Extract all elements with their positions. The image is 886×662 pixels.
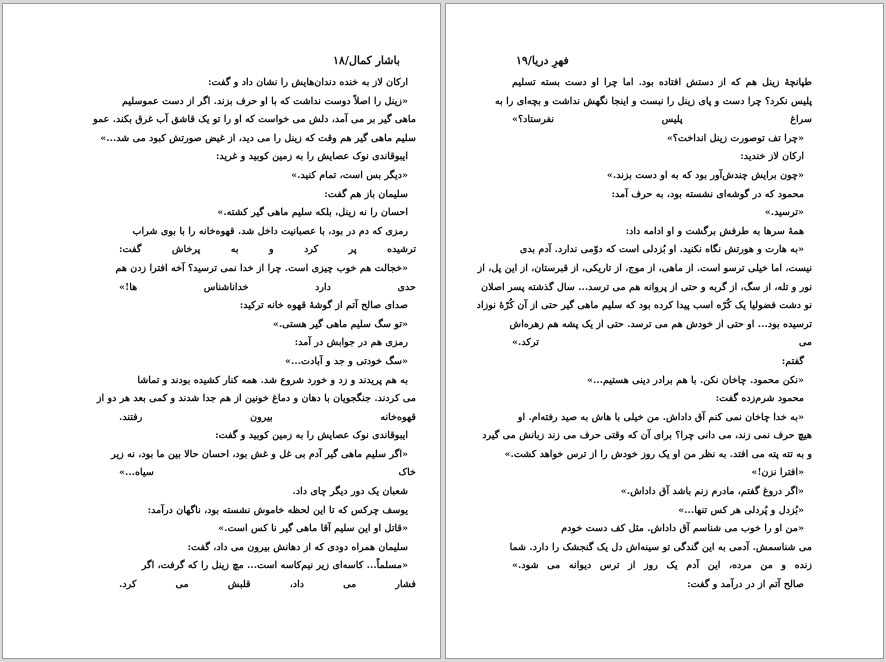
text-line: سراغ پلیس نفرستاد؟» [512, 114, 812, 126]
text-line: «ترسید.» [764, 207, 804, 219]
text-line: احسان را نه زینل، بلکه سلیم ماهی گیر کشته.» [217, 207, 408, 219]
right-page-header: فهرِ دریا/۱۹ [516, 54, 569, 67]
text-line: حدی دارد خداناشناس ها!» [119, 281, 416, 293]
right-page [445, 3, 884, 659]
text-line: «من او را خوب می شناسم آق داداش. مثل کف دست خودم [561, 523, 804, 535]
text-line: «خجالت هم خوب چیزی است. چرا از خدا نمی ترسید؟ آخه افترا زدن هم [115, 262, 408, 274]
text-line: ترسیده بود... او حتی از خودش هم می ترسد. حتی از یک پشه هم زهره‌اش [509, 318, 812, 330]
text-line: و به تته پته می افتد. به نظر من او یک روز خودش را از ترس خواهد کشت.» [504, 448, 812, 460]
text-line: نیست، اما خیلی ترسو است. از ماهی، از موج، از تاریکی، از قبرستان، از این پل، از [477, 262, 812, 274]
text-line: «به خدا چاخان نمی کنم آق داداش. من خیلی با هاش به صید رفته‌ام. او [517, 411, 804, 423]
text-line: رمزی که دم در بود، با عصبانیت داخل شد. قهوه‌خانه را با بوی شراب [132, 225, 408, 237]
text-line: «اگر سلیم ماهی گیر آدم بی غل و غش بود، احسان حالا بین ما بود، نه زیر [111, 448, 408, 460]
text-line: ایبوقاندی نوک عصایش را به زمین کوبید و گفت: [215, 430, 408, 442]
text-line: سلیم ماهی گیر هم وقت که زینل را می دید، از غیض صورتش کبود می شد...» [100, 132, 416, 144]
text-line: طپانچهٔ زینل هم که از دستش افتاده بود. اما چرا او دست بسته تسلیم [512, 77, 812, 88]
text-line: پلیس نکرد؟ چرا دست و پای زینل را نبست و اینجا نگهش نداشت و بچه‌ای را به [494, 95, 812, 107]
text-line: «قاتل او این سلیم آقا ماهی گیر نا کس است.» [218, 523, 408, 535]
text-line: ایبوقاندی نوک عصایش را به زمین کوبید و غرید: [215, 151, 408, 163]
text-line: زنده و من مرده، این آدم یک روز از ترس دیوانه می شود.» [512, 560, 812, 572]
text-line: «بُزدل و پُردلی هر کس تنها...» [678, 504, 804, 516]
text-line: یوسف چرکس که تا این لحظه خاموش نشسته بود، ناگهان درآمد: [147, 504, 408, 516]
text-line: محمود شرم‌زده گفت: [715, 393, 804, 405]
left-page-body [93, 74, 416, 595]
text-line: می شناسمش. آدمی به این گندگی تو سینه‌اش دل یک گنجشک را دارد. شما [509, 541, 812, 553]
text-line: ترشیده پر کرد و به پرخاش گفت: [119, 244, 416, 256]
text-line: سلیمان همراه دودی که از دهانش بیرون می داد، گفت: [187, 541, 408, 553]
text-line: به هم پریدند و زد و خورد شروع شد. همه کنار کشیده بودند و تماشا [137, 374, 408, 386]
text-line: «زینل را اصلاً دوست نداشت که با او حرف بزند. اگر از دست عموسلیم [122, 95, 408, 107]
text-line: خاک سیاه...» [119, 467, 416, 479]
text-line: رمزی هم در جوابش در آمد: [294, 337, 408, 349]
text-line: نو دشت فضولیا یک کُرّه اسب پیدا کرده بود که سلیم ماهی گیر حتی از آن کُرّهٔ نوزاد [476, 300, 812, 312]
text-line: شعبان یک دور دیگر چای داد. [292, 486, 408, 498]
text-line: «تو سگ سلیم ماهی گیر هستی.» [272, 318, 408, 330]
text-line: می کردند. جنگجویان با دهان و دماغ خونین از هم جدا شدند و کمی بعد هر دو از [96, 393, 416, 405]
text-line: «دیگر بس است، تمام کنید.» [291, 169, 408, 181]
text-line: قهوه‌خانه بیرون رفتند. [119, 411, 416, 423]
right-page-body [476, 74, 812, 595]
text-line: ارکان لاز به خنده دندان‌هایش را نشان داد و گفت: [208, 77, 408, 88]
text-line: «مسلماً... کاسه‌ای زیر نیم‌کاسه است... مچ زینل را که گرفت، اگر [141, 560, 408, 572]
text-line: نور و تله، از سگ، از گربه و حتی از پروانه هم می ترسد... سال گذشته پسر اصلان [481, 281, 812, 293]
text-line: «چرا تف توصورت زینل انداخت؟» [666, 132, 804, 144]
text-line: «اگر دروغ گفتم، مادرم زنم باشد آق داداش.» [620, 486, 804, 498]
text-line: صدای صالح آتم از گوشهٔ قهوه خانه ترکید: [239, 300, 408, 312]
text-line: «نکن محمود. چاخان نکن. با هم برادر دینی هستیم...» [586, 374, 804, 386]
text-line: «به هارت و هورتش نگاه نکنید. او بُزدلی است که دوّمی ندارد. آدم بدی [519, 244, 804, 256]
text-line: سلیمان باز هم گفت: [324, 188, 408, 200]
text-line: صالح آتم از در درآمد و گفت: [687, 579, 804, 591]
text-line: فشار می داد، قلبش می کرد. [119, 579, 416, 591]
text-line: می ترکد.» [512, 337, 812, 349]
text-line: «سگ خودتی و جد و آبادت...» [285, 355, 408, 367]
left-page-header: باشار کمال/۱۸ [333, 54, 400, 67]
text-line: ارکان لاز خندید: [740, 151, 804, 163]
text-line: «چون برایش چندش‌آور بود که به او دست بزند.» [606, 169, 804, 181]
text-line: هیچ حرف نمی زند، می دانی چرا؟ برای آن که وقتی حرف می زند زبانش می گیرد [482, 430, 812, 442]
text-line: محمود که در گوشه‌ای نشسته بود، به حرف آمد: [611, 188, 804, 200]
text-line: گفتم: [781, 355, 804, 367]
text-line: همهٔ سرها به طرفش برگشت و او ادامه داد: [625, 225, 804, 237]
text-line: ماهی گیر بر می آمد، دلش می خواست که او را تو یک قاشق آب غرق بکند. عمو [93, 114, 416, 126]
left-page [2, 3, 441, 659]
text-line: «افترا نزن!» [751, 467, 804, 479]
